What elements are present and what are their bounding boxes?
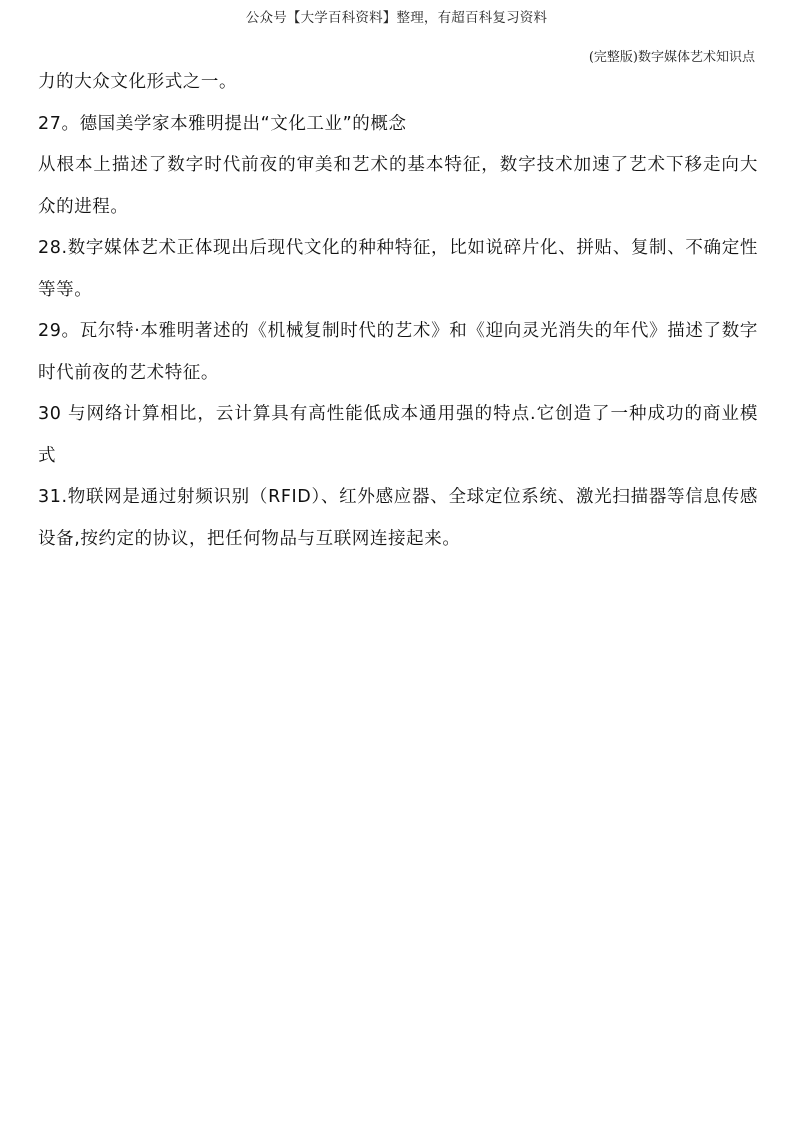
document-header-title: (完整版)数字媒体艺术知识点: [588, 50, 755, 65]
paragraph-item-28: 28.数字媒体艺术正体现出后现代文化的种种特征，比如说碎片化、拼贴、复制、不确定性等等。: [38, 238, 758, 300]
paragraph-item-31: 31.物联网是通过射频识别（RFID）、红外感应器、全球定位系统、激光扫描器等信息传感设备,按约定的协议，把任何物品与互联网连接起来。: [38, 487, 758, 549]
paragraph-item-30: 30 与网络计算相比，云计算具有高性能低成本通用强的特点.它创造了一种成功的商业模式: [38, 404, 758, 466]
paragraph-continuation: 力的大众文化形式之一。: [38, 72, 238, 92]
paragraph-item-27-detail: 从根本上描述了数字时代前夜的审美和艺术的基本特征，数字技术加速了艺术下移走向大众的进程。: [38, 155, 758, 217]
source-banner: 公众号【大学百科资料】整理，有超百科复习资料: [245, 10, 548, 26]
paragraph-item-27: 27。德国美学家本雅明提出“文化工业”的概念: [38, 113, 407, 134]
document-body: [38, 62, 758, 560]
paragraph-item-29: 29。瓦尔特·本雅明著述的《机械复制时代的艺术》和《迎向灵光消失的年代》描述了数字时代前夜的艺术特征。: [38, 321, 758, 383]
